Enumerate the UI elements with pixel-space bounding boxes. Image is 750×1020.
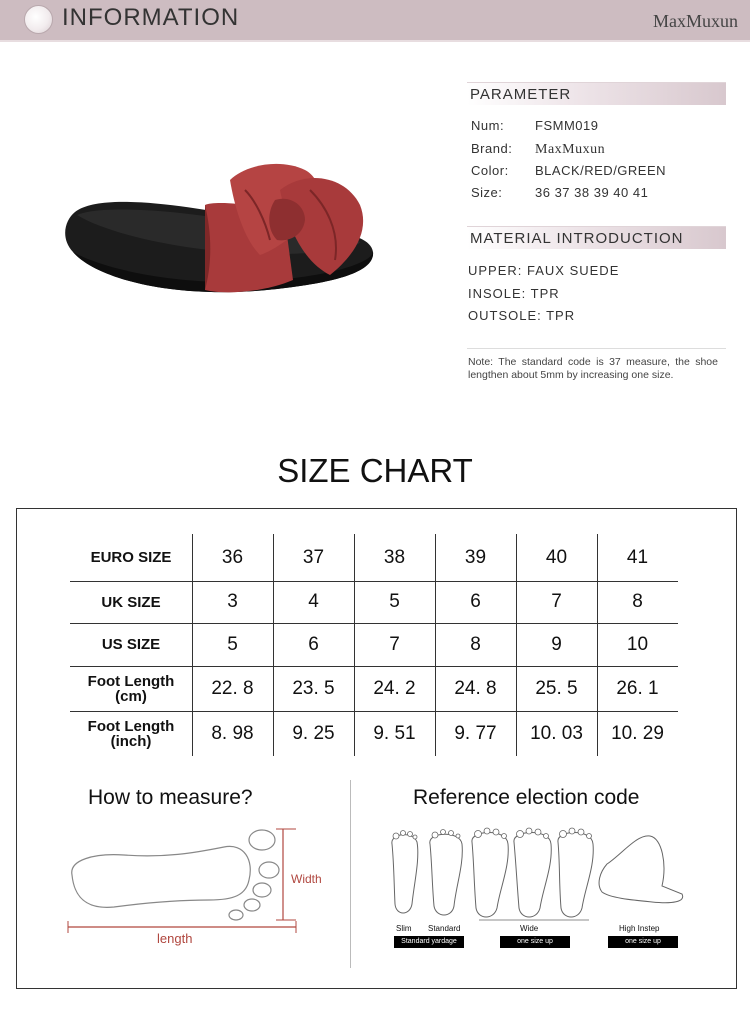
- row-label-unit: (inch): [110, 732, 152, 750]
- row-label-text: EURO SIZE: [90, 549, 172, 566]
- table-cell: 9. 51: [373, 722, 416, 744]
- row-label-unit: (cm): [115, 687, 147, 705]
- row-label: [70, 711, 192, 756]
- param-row-color: [471, 163, 666, 178]
- size-table: [70, 534, 678, 756]
- table-cell: 9. 25: [292, 722, 335, 744]
- material-upper: UPPER: FAUX SUEDE: [468, 263, 620, 278]
- material-heading-bar: [467, 226, 726, 249]
- param-key: Num:: [471, 118, 505, 133]
- param-value: MaxMuxun: [535, 142, 606, 157]
- row-label: [70, 534, 192, 581]
- row-label: [70, 581, 192, 623]
- table-cell: 22. 8: [211, 677, 254, 699]
- param-key: Color:: [471, 163, 509, 178]
- table-cell: 36: [221, 546, 244, 568]
- material-outsole: OUTSOLE: TPR: [468, 308, 576, 323]
- table-cell: 6: [470, 591, 481, 612]
- table-cell: 10. 03: [530, 722, 583, 744]
- table-cell: 5: [389, 591, 400, 612]
- table-cell: 8. 98: [211, 722, 254, 744]
- label-high-instep: High Instep: [619, 924, 660, 933]
- param-value: FSMM019: [535, 118, 599, 133]
- parameter-heading: PARAMETER: [470, 86, 572, 103]
- reference-title: Reference election code: [413, 786, 640, 809]
- header-title: INFORMATION: [62, 4, 240, 31]
- table-cell: 10. 29: [611, 722, 664, 744]
- info-header: [0, 0, 750, 42]
- size-note: Note: The standard code is 37 measure, the shoe lengthen about 5mm by increasing one size.: [468, 356, 718, 381]
- table-cell: 24. 2: [373, 677, 416, 699]
- table-cell: 5: [227, 633, 238, 655]
- foot-types-diagram: [382, 824, 688, 924]
- table-cell: 23. 5: [292, 677, 335, 699]
- table-cell: 40: [545, 546, 568, 568]
- param-row-size: [471, 185, 648, 200]
- table-cell: 9. 77: [454, 722, 497, 744]
- table-cell: 6: [308, 633, 319, 655]
- table-cell: 3: [227, 591, 238, 612]
- param-row-brand: [471, 141, 605, 158]
- header-brand: MaxMuxun: [653, 11, 738, 31]
- section-divider: [350, 780, 351, 968]
- param-row-num: [471, 118, 598, 133]
- badge-standard-yardage: Standard yardage: [394, 936, 464, 948]
- width-label: Width: [291, 872, 322, 886]
- table-cell: 25. 5: [535, 677, 578, 699]
- param-key: Size:: [471, 185, 503, 200]
- param-value: BLACK/RED/GREEN: [535, 163, 667, 178]
- badge-one-size-up-wide: one size up: [500, 936, 570, 948]
- param-value: 36 37 38 39 40 41: [535, 185, 649, 200]
- table-cell: 39: [464, 546, 487, 568]
- table-cell: 41: [626, 546, 649, 568]
- row-label-text: Foot Length: [87, 717, 175, 735]
- how-to-measure-title: How to measure?: [88, 786, 253, 809]
- table-cell: 7: [551, 591, 562, 612]
- table-cell: 4: [308, 591, 319, 612]
- material-heading: MATERIAL INTRODUCTION: [470, 230, 684, 247]
- table-cell: 26. 1: [616, 677, 659, 699]
- table-cell: 8: [470, 633, 481, 655]
- table-cell: 10: [626, 633, 649, 655]
- row-label-text: UK SIZE: [101, 593, 161, 611]
- table-cell: 9: [551, 633, 562, 655]
- parameter-heading-bar: [467, 82, 726, 105]
- row-label: [70, 623, 192, 666]
- length-label: length: [157, 931, 193, 946]
- slide-sandal-image: [55, 160, 375, 320]
- label-slim: Slim: [396, 924, 412, 933]
- table-cell: 24. 8: [454, 677, 497, 699]
- foot-outline-diagram: [64, 825, 334, 950]
- badge-one-size-up-high: one size up: [608, 936, 678, 948]
- row-label: [70, 666, 192, 711]
- table-cell: 37: [302, 546, 325, 568]
- label-wide: Wide: [520, 924, 539, 933]
- table-cell: 38: [383, 546, 406, 568]
- param-key: Brand:: [471, 141, 513, 156]
- size-chart-title: SIZE CHART: [277, 452, 473, 489]
- material-insole: INSOLE: TPR: [468, 286, 560, 301]
- note-divider: [467, 348, 726, 349]
- circle-icon: [24, 5, 53, 34]
- row-label-text: Foot Length: [87, 672, 175, 690]
- table-cell: 8: [632, 591, 643, 612]
- row-label-text: US SIZE: [101, 636, 161, 653]
- label-standard: Standard: [428, 924, 461, 933]
- table-cell: 7: [389, 633, 400, 655]
